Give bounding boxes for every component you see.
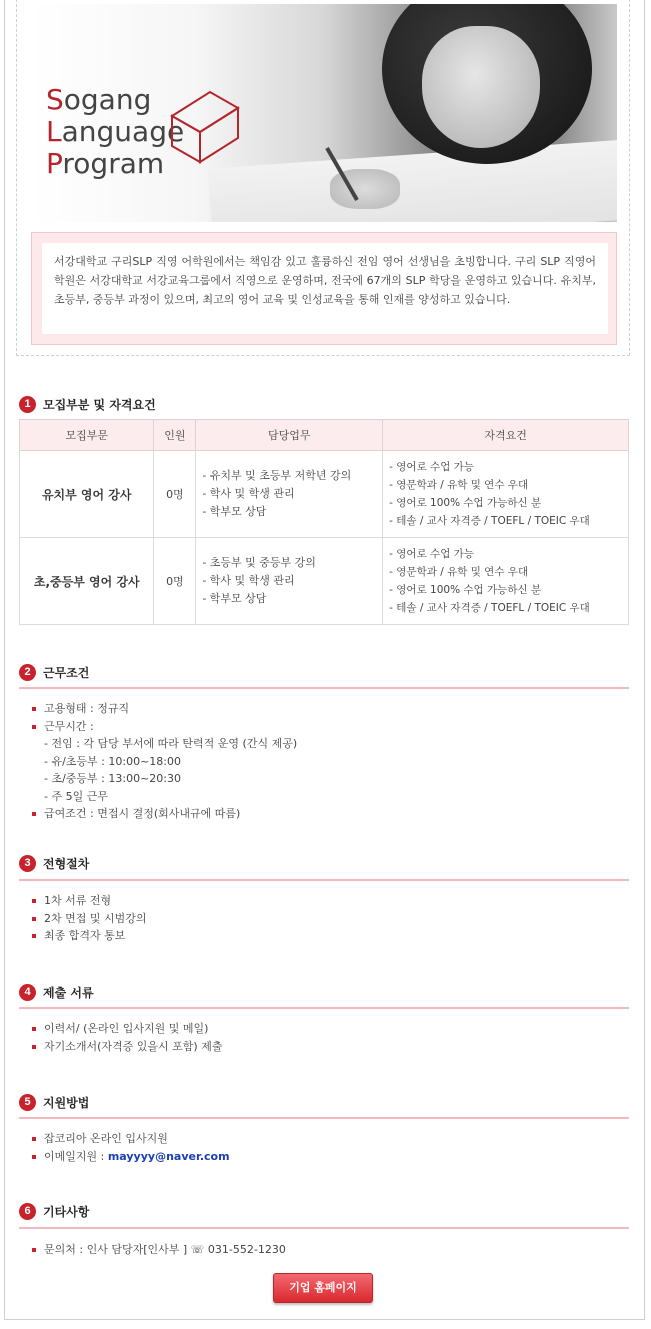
section-title: 지원방법 — [43, 1095, 90, 1110]
email-link[interactable]: mayyyy@naver.com — [107, 1149, 230, 1163]
intro-box — [31, 232, 617, 345]
paper-shape — [208, 139, 617, 222]
process-list — [32, 892, 147, 945]
count-cell: 0명 — [154, 538, 196, 625]
list-subitem: - 유/초등부 : 10:00~18:00 — [44, 754, 181, 768]
apply-list — [32, 1130, 230, 1165]
list-item: 근무시간 : — [32, 718, 297, 736]
list-item — [32, 1148, 230, 1166]
section-number-badge: 2 — [19, 664, 36, 681]
section-number-badge: 6 — [19, 1203, 36, 1220]
duty-item: - 학사 및 학생 관리 — [202, 487, 295, 500]
section-title: 모집부분 및 자격요건 — [43, 397, 156, 412]
qualification-item: - 영어로 100% 수업 가능하신 분 — [389, 497, 542, 509]
duty-item: - 학사 및 학생 관리 — [202, 574, 295, 587]
section-title: 근무조건 — [43, 665, 90, 680]
company-homepage-button[interactable]: 기업 홈페이지 — [273, 1273, 373, 1303]
table-row — [20, 538, 629, 625]
list-item: 급여조건 : 면접시 결정(회사내규에 따름) — [32, 805, 297, 823]
list-item: 이력서/ (온라인 입사지원 및 메일) — [32, 1020, 222, 1038]
documents-list — [32, 1020, 222, 1055]
duties-cell — [196, 451, 383, 538]
list-subitem: - 주 5일 근무 — [44, 789, 108, 803]
list-item: 문의처 : 인사 담당자[인사부 ] ☏ 031-552-1230 — [32, 1241, 286, 1259]
etc-list — [32, 1241, 286, 1259]
email-label: 이메일지원 : — [44, 1149, 108, 1163]
section-1-heading — [19, 394, 156, 414]
qualification-item: - 테솔 / 교사 자격증 / TOEFL / TOEIC 우대 — [389, 602, 590, 614]
duty-item: - 학부모 상담 — [202, 592, 267, 605]
list-item: 2차 면접 및 시범강의 — [32, 910, 147, 928]
list-item: 최종 합격자 통보 — [32, 927, 147, 945]
list-item: 자기소개서(자격증 있을시 포함) 제출 — [32, 1038, 222, 1056]
list-subitem: - 전임 : 각 담당 부서에 따라 탄력적 운영 (간식 제공) — [44, 737, 298, 750]
list-subitem: - 초/중등부 : 13:00~20:30 — [44, 772, 181, 785]
count-cell: 0명 — [154, 451, 196, 538]
intro-text: 서강대학교 구리SLP 직영 어학원에서는 책임감 있고 훌륭하신 전임 영어 선생님을 초빙합니다. 구리 SLP 직영어학원은 서강대학교 서강교육그룹에서 직영으로 운영하며, 전국에 67개의 SLP 학당을 운영하고 있습니다. 유치부, 초등부, 중등부 과정이 있으며, 최고의 영어 교육 및 인성교육을 통해 인재를 양성하고 있습니다. — [42, 243, 608, 334]
section-divider — [19, 1007, 629, 1009]
qualifications-cell — [383, 538, 629, 625]
duty-item: - 초등부 및 중등부 강의 — [202, 556, 316, 569]
duty-item: - 유치부 및 초등부 저학년 강의 — [202, 469, 352, 482]
list-item: 1차 서류 전형 — [32, 892, 147, 910]
conditions-list — [32, 700, 297, 823]
list-item: 고용형태 : 정규직 — [32, 700, 297, 718]
table-header: 담당업무 — [196, 420, 383, 451]
hero-banner — [30, 4, 617, 222]
section-title: 전형절차 — [43, 856, 90, 871]
section-number-badge: 4 — [19, 984, 36, 1001]
section-number-badge: 5 — [19, 1094, 36, 1111]
section-number-badge: 3 — [19, 855, 36, 872]
section-2-heading — [19, 662, 89, 682]
duty-item: - 학부모 상담 — [202, 505, 267, 518]
section-divider — [19, 1227, 629, 1229]
qualification-item: - 영어로 100% 수업 가능하신 분 — [389, 584, 542, 596]
section-number-badge: 1 — [19, 396, 36, 413]
qualification-item: - 영어로 수업 가능 — [389, 548, 474, 560]
position-cell: 유치부 영어 강사 — [20, 451, 154, 538]
qualification-item: - 영문학과 / 유학 및 연수 우대 — [389, 479, 529, 491]
qualification-item: - 영어로 수업 가능 — [389, 461, 474, 473]
section-divider — [19, 1117, 629, 1119]
table-row — [20, 451, 629, 538]
section-divider — [19, 687, 629, 689]
section-title: 기타사항 — [43, 1204, 90, 1219]
section-4-heading — [19, 982, 94, 1002]
table-header: 모집부문 — [20, 420, 154, 451]
position-cell: 초,중등부 영어 강사 — [20, 538, 154, 625]
qualification-item: - 영문학과 / 유학 및 연수 우대 — [389, 566, 529, 578]
sogang-language-program-logo: Sogang Language Program — [46, 83, 185, 180]
table-header: 자격요건 — [383, 420, 629, 451]
duties-cell — [196, 538, 383, 625]
qualifications-cell — [383, 451, 629, 538]
section-divider — [19, 879, 629, 881]
list-item: 잡코리아 온라인 입사지원 — [32, 1130, 230, 1148]
student-face-shape — [422, 26, 540, 148]
logo-cube-icon — [158, 84, 248, 164]
section-title: 제출 서류 — [43, 985, 94, 1000]
section-3-heading — [19, 853, 89, 873]
qualification-item: - 테솔 / 교사 자격증 / TOEFL / TOEIC 우대 — [389, 515, 590, 527]
section-6-heading — [19, 1201, 89, 1221]
table-header-row — [20, 420, 629, 451]
section-5-heading — [19, 1092, 89, 1112]
recruitment-table — [19, 419, 629, 625]
table-header: 인원 — [154, 420, 196, 451]
